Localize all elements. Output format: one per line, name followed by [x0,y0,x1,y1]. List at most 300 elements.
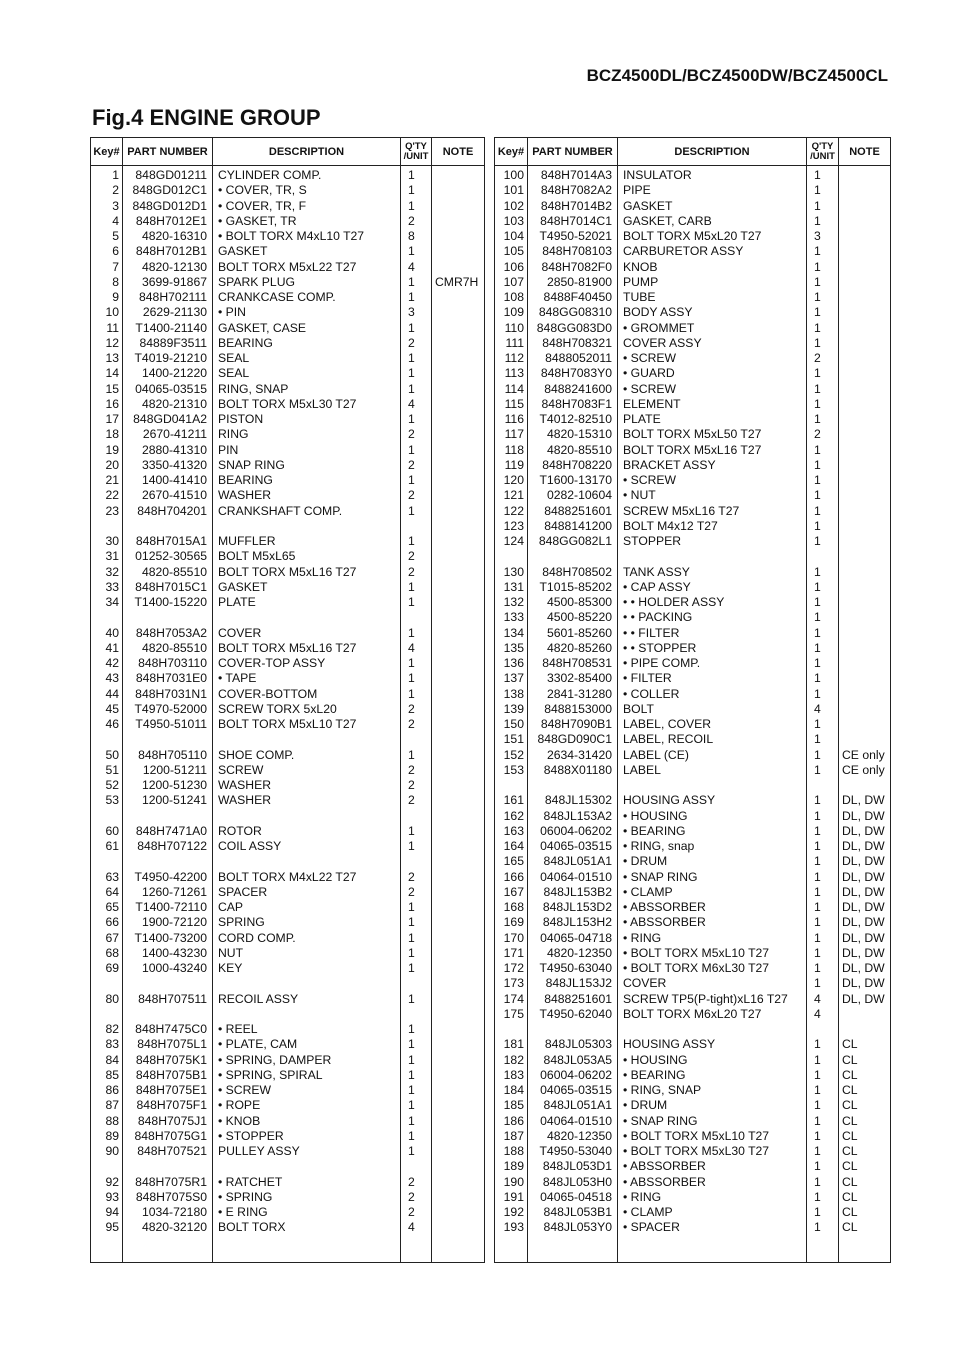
table-row [91,1114,485,1129]
table-row [91,458,485,473]
empty-cell [123,1236,213,1263]
part-number [123,1007,213,1022]
part-qty: 1 [807,504,839,519]
column-header-description: DESCRIPTION [213,138,401,166]
spacer-row [91,610,485,625]
part-qty: 1 [807,717,839,732]
part-description: KEY [213,961,401,976]
part-key: 124 [495,534,528,549]
part-description: SPACER [213,885,401,900]
part-description: • HOUSING [618,1053,807,1068]
part-qty: 1 [807,458,839,473]
part-description: BOLT TORX M6xL20 T27 [618,1007,807,1022]
table-row [495,687,891,702]
part-number: 848H7031N1 [123,687,213,702]
column-header-qty: Q'TY /UNIT [401,138,432,166]
part-note [432,717,485,732]
part-number: 848GD041A2 [123,412,213,427]
part-number: 3302-85400 [528,671,618,686]
part-number: 1260-71261 [123,885,213,900]
part-qty [401,854,432,869]
part-note [432,488,485,503]
part-number: 848JL053B1 [528,1205,618,1220]
part-note [839,305,891,320]
part-description: • COLLER [618,687,807,702]
table-row [91,1205,485,1220]
part-number: T1400-15220 [123,595,213,610]
part-note [839,626,891,641]
part-key: 120 [495,473,528,488]
part-number: T4950-62040 [528,1007,618,1022]
part-note [839,275,891,290]
part-description: • BOLT TORX M5xL10 T27 [618,1129,807,1144]
part-key [495,778,528,793]
part-description: COVER-TOP ASSY [213,656,401,671]
part-key: 185 [495,1098,528,1113]
part-key: 166 [495,870,528,885]
part-qty: 2 [401,427,432,442]
part-key: 40 [91,626,123,641]
part-key: 170 [495,931,528,946]
part-key [91,519,123,534]
table-row [495,382,891,397]
part-note: CL [839,1175,891,1190]
part-note [432,443,485,458]
table-row [91,626,485,641]
part-number: 848H707122 [123,839,213,854]
part-number: 0282-10604 [528,488,618,503]
part-qty: 1 [807,931,839,946]
part-key: 121 [495,488,528,503]
part-note: DL, DW [839,915,891,930]
part-note [432,534,485,549]
table-row [495,305,891,320]
table-row [91,275,485,290]
part-number: 06004-06202 [528,824,618,839]
part-key: 102 [495,199,528,214]
part-qty: 1 [401,839,432,854]
table-row [495,565,891,580]
part-description: INSULATOR [618,166,807,184]
table-row [91,580,485,595]
part-note [839,1022,891,1037]
part-key: 19 [91,443,123,458]
part-number: 848H708220 [528,458,618,473]
part-qty: 2 [401,793,432,808]
spacer-row [91,1007,485,1022]
part-note [432,1098,485,1113]
part-description: GASKET [213,580,401,595]
part-description: • HOUSING [618,809,807,824]
part-qty [401,1007,432,1022]
part-key [91,610,123,625]
part-description: LABEL, RECOIL [618,732,807,747]
part-qty: 1 [401,1098,432,1113]
part-qty: 2 [401,870,432,885]
part-key: 30 [91,534,123,549]
part-key: 34 [91,595,123,610]
table-row [91,290,485,305]
part-qty: 1 [401,1022,432,1037]
table-row [91,793,485,808]
table-row [495,443,891,458]
part-description: • STOPPER [213,1129,401,1144]
part-qty: 1 [401,504,432,519]
table-row [495,580,891,595]
part-number: 848H7053A2 [123,626,213,641]
part-description: CYLINDER COMP. [213,166,401,184]
part-number: 8488241600 [528,382,618,397]
part-key: 12 [91,336,123,351]
part-description: TANK ASSY [618,565,807,580]
part-number: 04065-03515 [528,1083,618,1098]
part-qty: 1 [807,473,839,488]
part-number: 4500-85300 [528,595,618,610]
part-note [839,427,891,442]
part-description: • BEARING [618,1068,807,1083]
part-key: 105 [495,244,528,259]
part-number: 848GD01211 [123,166,213,184]
part-qty: 1 [807,290,839,305]
part-qty: 1 [807,336,839,351]
part-number: 848JL153H2 [528,915,618,930]
part-number: 04065-03515 [123,382,213,397]
part-key: 138 [495,687,528,702]
part-qty: 1 [807,382,839,397]
spacer-row [91,854,485,869]
part-number: 848JL053A5 [528,1053,618,1068]
part-number: 848H7075F1 [123,1098,213,1113]
part-note [839,166,891,184]
part-qty: 1 [401,915,432,930]
part-note [432,1022,485,1037]
table-row [91,961,485,976]
part-qty: 1 [807,687,839,702]
part-qty: 1 [807,244,839,259]
part-number [123,610,213,625]
part-description: • ROPE [213,1098,401,1113]
part-key: 109 [495,305,528,320]
part-number: T1400-73200 [123,931,213,946]
part-key: 61 [91,839,123,854]
part-key: 112 [495,351,528,366]
part-note [432,748,485,763]
part-note [432,976,485,991]
part-qty: 2 [401,488,432,503]
part-qty: 2 [401,549,432,564]
part-number: 848H7075G1 [123,1129,213,1144]
part-description: • RING, snap [618,839,807,854]
part-number: 848GG082L1 [528,534,618,549]
part-qty: 1 [807,976,839,991]
part-qty: 1 [807,793,839,808]
part-qty [401,610,432,625]
part-key: 83 [91,1037,123,1052]
table-row [91,183,485,198]
part-key: 152 [495,748,528,763]
part-number: 848H7014C1 [528,214,618,229]
part-note [839,351,891,366]
part-number: 1900-72120 [123,915,213,930]
part-qty: 1 [807,641,839,656]
model-number: BCZ4500DL/BCZ4500DW/BCZ4500CL [586,66,888,85]
part-number: 1200-51211 [123,763,213,778]
part-key: 119 [495,458,528,473]
table-row [495,473,891,488]
part-number [528,1022,618,1037]
part-qty: 1 [401,687,432,702]
table-row [495,824,891,839]
part-note [432,229,485,244]
part-note: DL, DW [839,900,891,915]
table-row [91,382,485,397]
part-key: 164 [495,839,528,854]
part-qty: 1 [401,992,432,1007]
part-description: • KNOB [213,1114,401,1129]
part-qty: 1 [807,1083,839,1098]
table-row [91,992,485,1007]
part-key: 52 [91,778,123,793]
part-number [123,732,213,747]
part-number: 8488141200 [528,519,618,534]
part-description: PLATE [618,412,807,427]
part-key: 60 [91,824,123,839]
part-qty: 1 [807,1220,839,1235]
part-description: • BOLT TORX M4xL10 T27 [213,229,401,244]
part-description [213,519,401,534]
part-number: 848H7015A1 [123,534,213,549]
part-number: T4950-52021 [528,229,618,244]
part-description: BOLT M5xL65 [213,549,401,564]
table-row [495,199,891,214]
part-key: 1 [91,166,123,184]
part-number: 848H7015C1 [123,580,213,595]
part-qty: 1 [401,351,432,366]
part-description: • RING [618,931,807,946]
part-number: 848JL053Y0 [528,1220,618,1235]
part-note [432,793,485,808]
part-description: • PIN [213,305,401,320]
part-note [432,641,485,656]
part-note [432,809,485,824]
part-description: • • FILTER [618,626,807,641]
table-row [91,229,485,244]
part-note [432,824,485,839]
part-note: DL, DW [839,870,891,885]
part-number: 4820-85510 [528,443,618,458]
part-description: • BOLT TORX M5xL10 T27 [618,946,807,961]
part-number: 8488251601 [528,992,618,1007]
part-number: 4820-16310 [123,229,213,244]
part-key: 87 [91,1098,123,1113]
part-key: 3 [91,199,123,214]
part-description: RING, SNAP [213,382,401,397]
part-note [432,580,485,595]
part-description [213,854,401,869]
part-qty: 1 [807,671,839,686]
part-key [91,1159,123,1174]
part-note [432,183,485,198]
part-note [432,1053,485,1068]
part-key: 63 [91,870,123,885]
part-number: 848H708531 [528,656,618,671]
part-number: 1200-51241 [123,793,213,808]
part-description: CRANKCASE COMP. [213,290,401,305]
part-qty: 1 [401,244,432,259]
part-key: 163 [495,824,528,839]
table-row [91,870,485,885]
part-key: 94 [91,1205,123,1220]
part-description: GASKET, CARB [618,214,807,229]
table-row [91,549,485,564]
part-note [432,549,485,564]
part-number: 848H708502 [528,565,618,580]
part-number: 848JL053H0 [528,1175,618,1190]
table-row [495,1129,891,1144]
part-note [839,229,891,244]
part-key: 193 [495,1220,528,1235]
part-description: LABEL, COVER [618,717,807,732]
part-qty [807,778,839,793]
part-number: 5601-85260 [528,626,618,641]
table-row [495,519,891,534]
part-description: • PLATE, CAM [213,1037,401,1052]
part-key: 16 [91,397,123,412]
part-number: T4950-63040 [528,961,618,976]
part-qty: 1 [807,1098,839,1113]
part-description: COVER [213,626,401,641]
column-header-key: Key# [495,138,528,166]
table-row [495,702,891,717]
part-note [839,382,891,397]
part-qty: 1 [401,626,432,641]
part-key [91,1007,123,1022]
part-qty: 1 [807,1129,839,1144]
part-key: 108 [495,290,528,305]
part-key: 187 [495,1129,528,1144]
part-number: 848GD012D1 [123,199,213,214]
part-qty: 1 [807,1190,839,1205]
part-qty: 2 [401,763,432,778]
part-note [432,260,485,275]
part-description: SCREW [213,763,401,778]
part-key: 51 [91,763,123,778]
part-key: 14 [91,366,123,381]
part-number [528,549,618,564]
part-note [432,915,485,930]
part-key: 20 [91,458,123,473]
part-description: RING [213,427,401,442]
part-description: WASHER [213,488,401,503]
part-description: • E RING [213,1205,401,1220]
part-number: 848H7075J1 [123,1114,213,1129]
part-note [432,1205,485,1220]
part-number: T4950-53040 [528,1144,618,1159]
empty-cell [495,1236,528,1263]
part-description: BOLT TORX M5xL10 T27 [213,717,401,732]
part-qty: 1 [807,305,839,320]
part-key: 184 [495,1083,528,1098]
part-note [839,1007,891,1022]
part-note: DL, DW [839,976,891,991]
part-qty: 1 [807,1144,839,1159]
table-row [91,397,485,412]
table-row [495,610,891,625]
part-qty: 1 [401,595,432,610]
part-description: • BEARING [618,824,807,839]
table-row [495,656,891,671]
part-description: PULLEY ASSY [213,1144,401,1159]
part-note: CL [839,1159,891,1174]
part-qty: 1 [807,610,839,625]
part-description: • DRUM [618,1098,807,1113]
table-row [495,946,891,961]
part-qty: 1 [401,748,432,763]
part-qty [807,1022,839,1037]
part-number: 848JL053D1 [528,1159,618,1174]
part-description: MUFFLER [213,534,401,549]
empty-cell [432,1236,485,1263]
part-description: • COVER, TR, S [213,183,401,198]
part-qty: 1 [807,870,839,885]
table-row [495,870,891,885]
part-note [432,305,485,320]
part-number: 848H7082A2 [528,183,618,198]
part-qty: 1 [807,580,839,595]
part-key: 53 [91,793,123,808]
table-row [91,488,485,503]
part-number: 848H7012B1 [123,244,213,259]
part-qty: 1 [401,961,432,976]
table-row [495,915,891,930]
part-number: 848H7014A3 [528,166,618,184]
part-note [839,549,891,564]
part-key: 174 [495,992,528,1007]
table-row [91,305,485,320]
part-key: 46 [91,717,123,732]
part-number: 848H7075E1 [123,1083,213,1098]
part-number: 8488X01180 [528,763,618,778]
part-qty: 2 [401,702,432,717]
part-number: 848H704201 [123,504,213,519]
table-row [91,900,485,915]
part-note [839,702,891,717]
part-number [123,976,213,991]
part-note [432,946,485,961]
part-description: PISTON [213,412,401,427]
part-note [839,610,891,625]
part-number: 1400-43230 [123,946,213,961]
spacer-row [495,778,891,793]
part-key: 114 [495,382,528,397]
spacer-row [91,519,485,534]
part-description: BOLT TORX M5xL30 T27 [213,397,401,412]
part-qty: 1 [401,900,432,915]
part-note: CL [839,1114,891,1129]
part-key: 151 [495,732,528,747]
part-qty: 1 [401,412,432,427]
part-number: T4950-42200 [123,870,213,885]
table-row [91,885,485,900]
part-key: 189 [495,1159,528,1174]
table-row [91,748,485,763]
part-note [839,671,891,686]
part-key: 95 [91,1220,123,1235]
spacer-row [91,1159,485,1174]
part-qty: 3 [807,229,839,244]
table-row [495,854,891,869]
part-qty: 1 [401,199,432,214]
